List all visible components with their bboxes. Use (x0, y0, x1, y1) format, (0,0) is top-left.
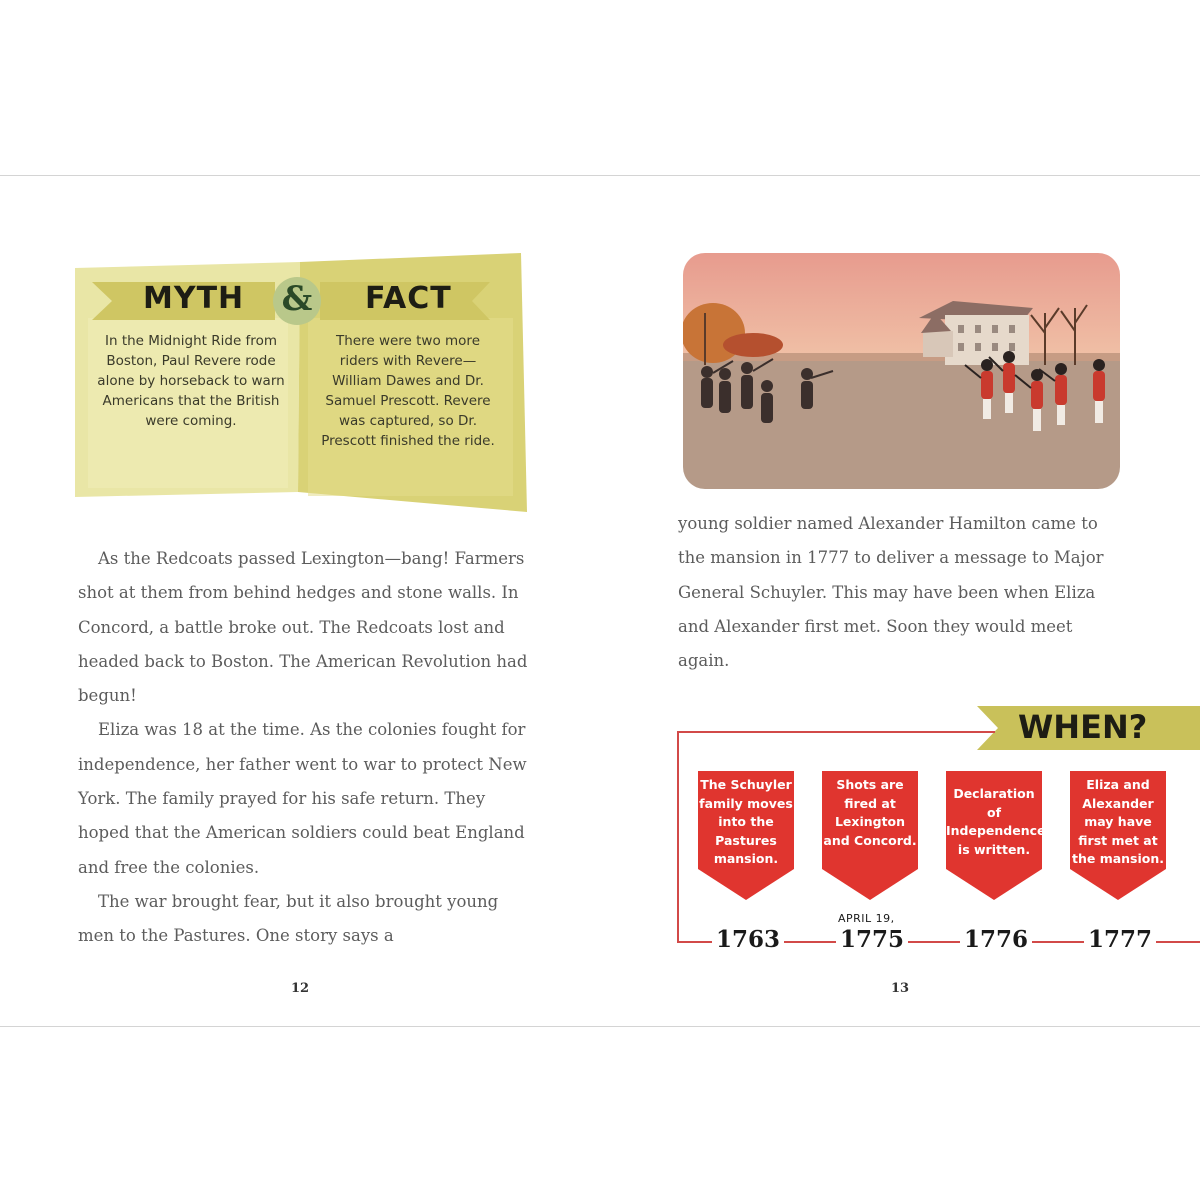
paragraph: The war brought fear, but it also brought young men to the Pastures. One story says a (78, 891, 499, 946)
timeline-event-text: The Schuyler family moves into the Pastures mansion. (699, 777, 793, 866)
timeline-year: 1763 (712, 926, 784, 953)
timeline-year: 1775 (836, 926, 908, 953)
timeline-year: 1776 (960, 926, 1032, 953)
page-number-left: 12 (291, 981, 310, 996)
timeline-event-text: Shots are fired at Lexington and Concord. (823, 777, 917, 848)
fact-label: FACT (365, 281, 452, 316)
timeline-year: 1777 (1084, 926, 1156, 953)
myth-text: In the Midnight Ride from Boston, Paul Revere rode alone by horseback to warn Americans that the British were coming. (97, 333, 285, 429)
timeline-event-text: Eliza and Alexander may have first met at the mansion. (1071, 777, 1165, 866)
ampersand: & (281, 279, 313, 319)
fact-text: There were two more riders with Revere—William Dawes and Dr. Samuel Prescott. Revere was captured, so Dr. Prescott finished the ride. (321, 333, 495, 449)
timeline-heading: WHEN? (1018, 708, 1148, 746)
page-number-right: 13 (891, 981, 910, 996)
paragraph: young soldier named Alexander Hamilton came to the mansion in 1777 to deliver a message to Major General Schuyler. This may have been when Eliza and Alexander first met. Soon they would meet again. (678, 514, 1104, 671)
timeline-year-note: APRIL 19, (838, 912, 895, 925)
paragraph: As the Redcoats passed Lexington—bang! Farmers shot at them from behind hedges and stone walls. In Concord, a battle broke out. The Redcoats lost and headed back to Boston. The American Revolution had begun! (78, 549, 528, 706)
myth-label: MYTH (143, 281, 245, 316)
timeline-event-text: Declaration of Independence is written. (946, 786, 1046, 857)
paragraph: Eliza was 18 at the time. As the colonies fought for independence, her father went to war to protect New York. The family prayed for his safe return. They hoped that the American soldiers could beat England and free the colonies. (78, 720, 527, 877)
